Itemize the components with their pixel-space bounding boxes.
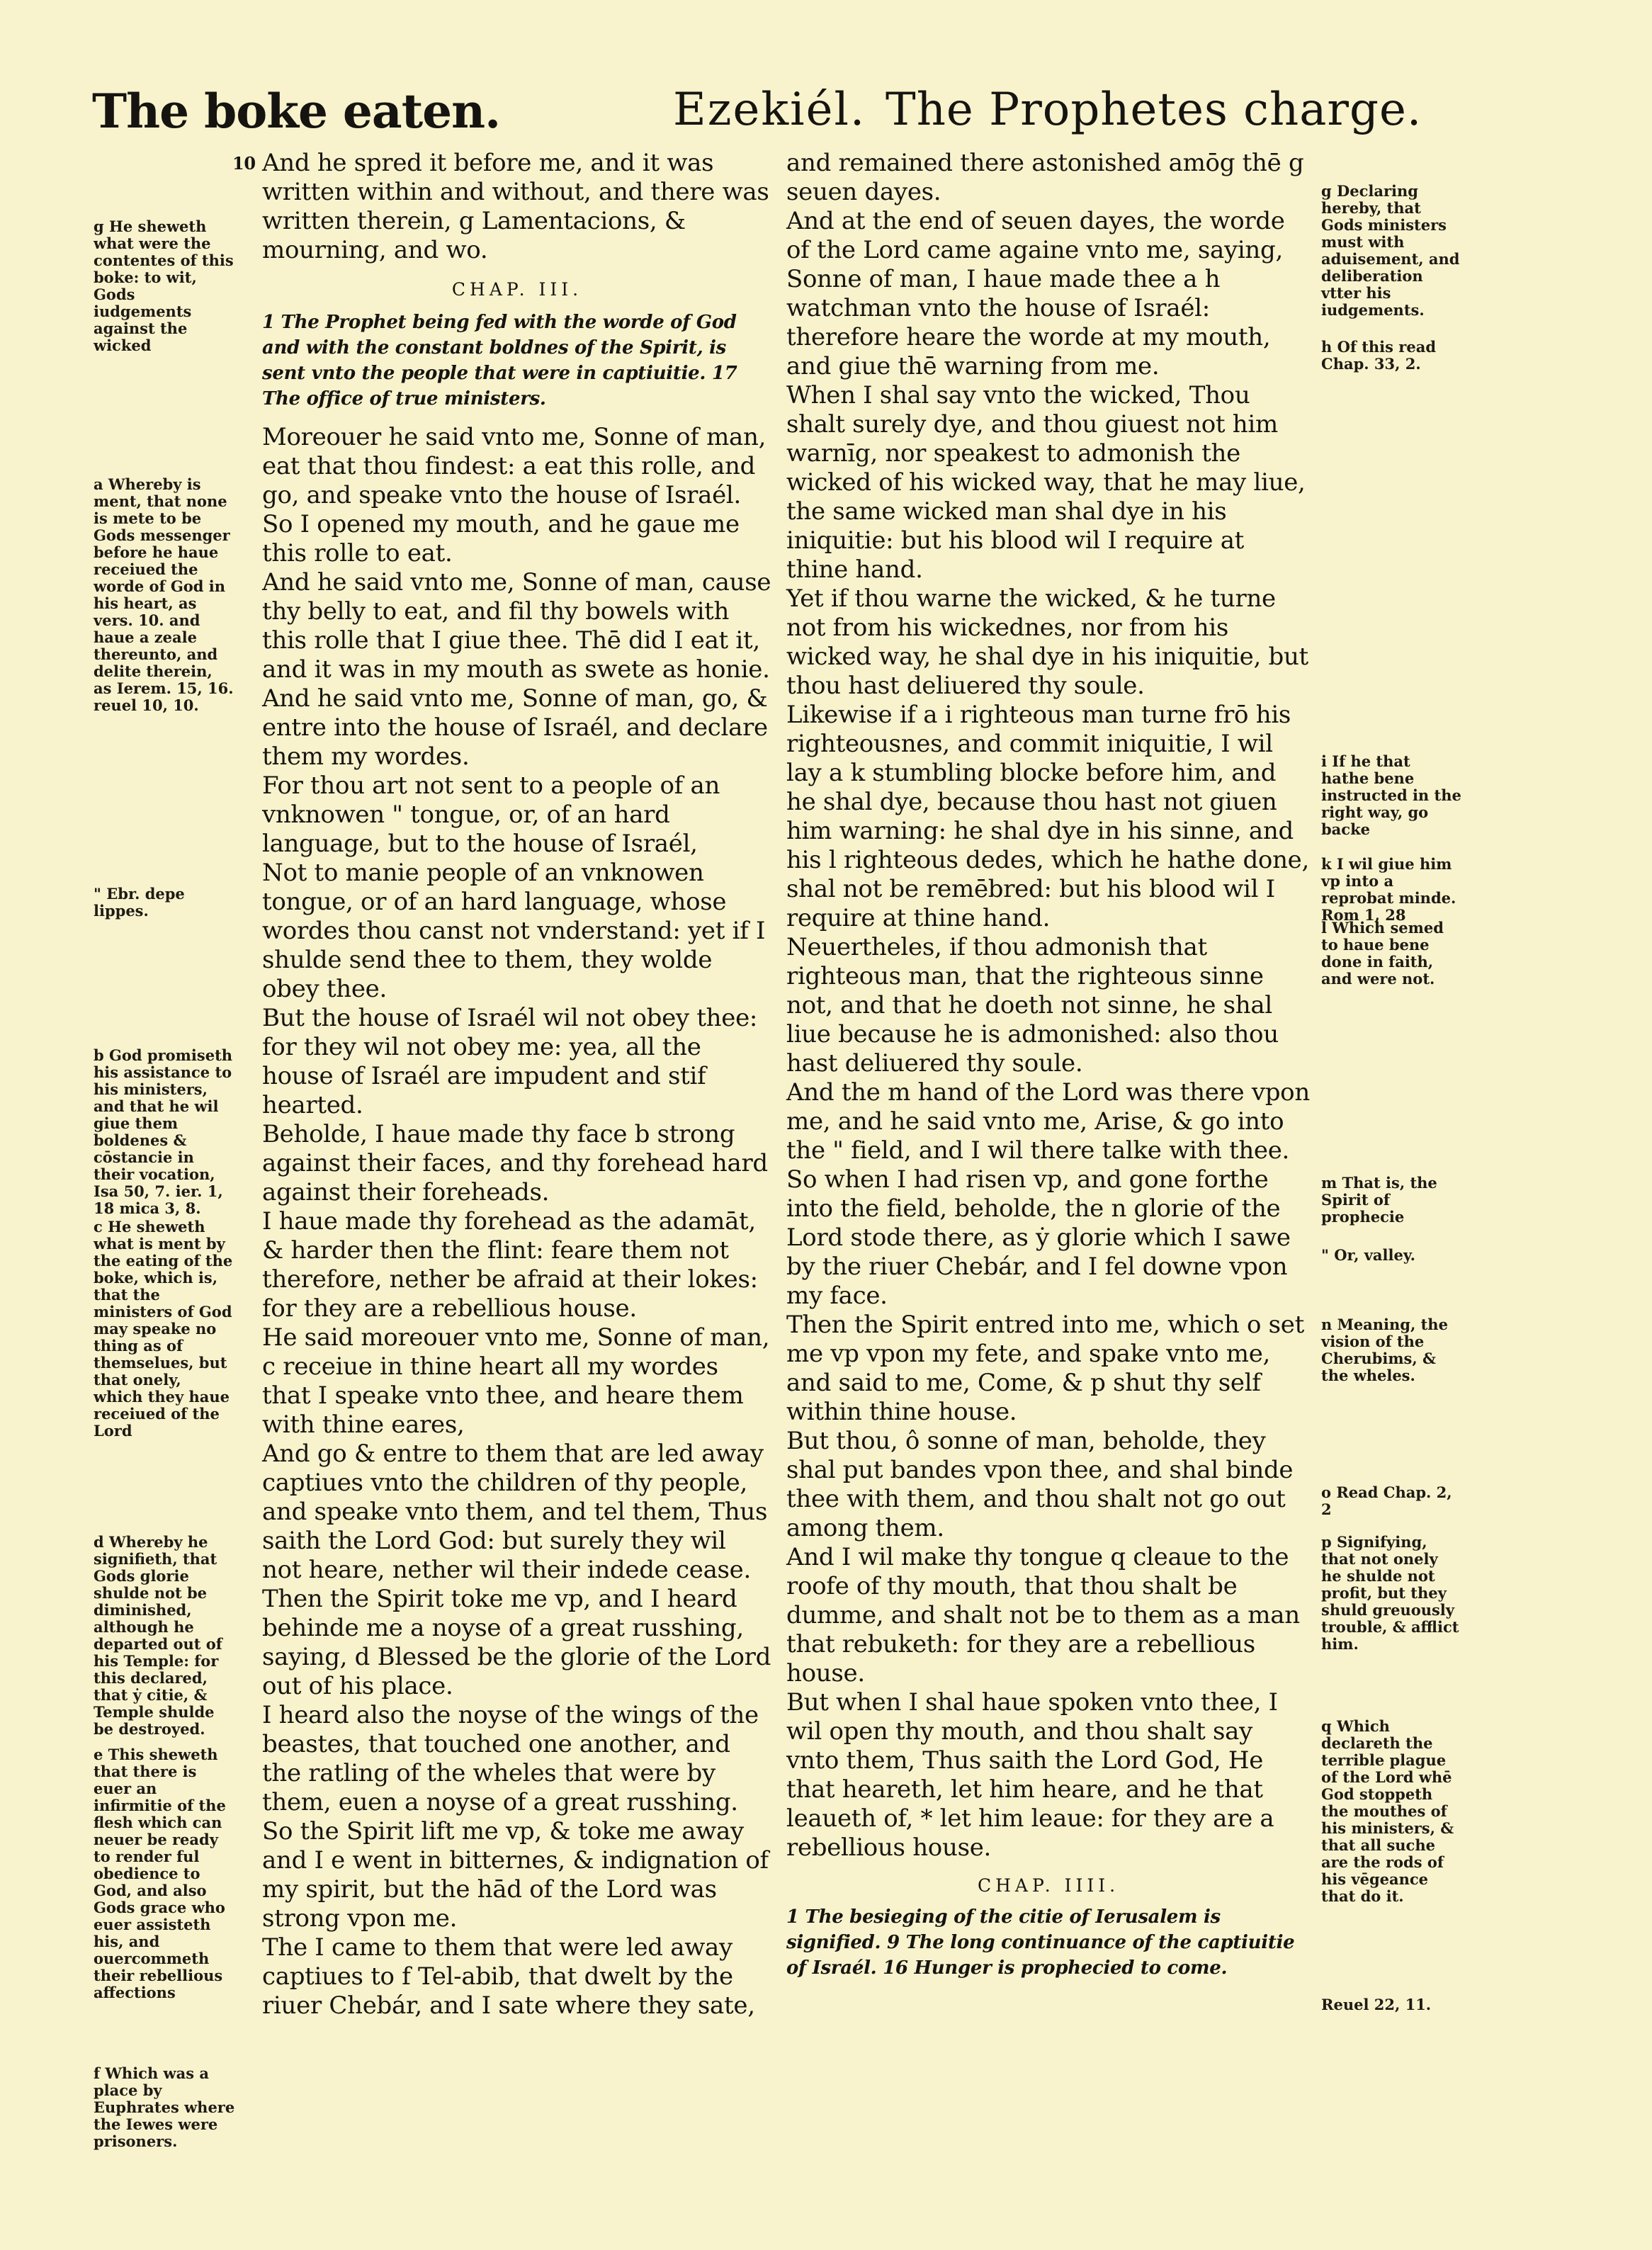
verse-text: So the Spirit lift me vp, & toke me away and I e went in bitternes, & indignation of my spirit, but the hād of the Lord was strong vpon me. — [262, 1817, 769, 1933]
chapter-argument-3: 1 The Prophet being fed with the worde of God and with the constant boldnes of the Spirit, is sent vnto the people that were in captiuitie. 17 The office of true ministers. — [262, 312, 737, 409]
verse-text: Likewise if a i righteous man turne frō his righteousnes, and commit iniquitie, I wil lay a k stumbling blocke before him, and he shal dye, because thou hast not giuen him warning: he shal dye in his sinne, and his l righteous dedes, which he hathe done, shal not be remēbred: but his blood wil I require at thine hand. — [786, 701, 1310, 932]
verse-17 — [786, 265, 1311, 381]
verse-5 — [262, 771, 772, 859]
verse-12 — [262, 1585, 772, 1701]
verse-text: And he said vnto me, Sonne of man, cause thy belly to eat, and fil thy bowels with this rolle that I giue thee. Thē did I eat it, and it was in my mouth as swete as honie. — [262, 568, 771, 684]
header-left-title: The boke eaten. — [92, 84, 501, 139]
verse-18 — [786, 381, 1311, 584]
margin-note-f-left: f Which was a place by Euphrates where the Iewes were prisoners. — [94, 2064, 235, 2150]
verse-6 — [262, 859, 772, 1004]
verse-text: And he spred it before me, and it was written within and without, and there was written therein, g Lamentacions, & mourning, and wo. — [262, 149, 769, 264]
right-column-text — [786, 149, 1311, 1981]
running-header — [92, 84, 1544, 147]
header-book-name: Ezekiél. — [673, 84, 866, 136]
verse-8 — [262, 1120, 772, 1207]
verse-text: But thou, ô sonne of man, beholde, they shal put bandes vpon thee, and shal binde thee with them, and thou shalt not go out among them. — [786, 1427, 1294, 1542]
verse-text: and remained there astonished amōg thē g seuen dayes. — [786, 149, 1304, 206]
margin-note-ebr-left: " Ebr. depe lippes. — [94, 885, 185, 920]
verse-21 — [786, 933, 1311, 1078]
left-column-text — [232, 149, 772, 2020]
verse-text: So when I had risen vp, and gone forthe into the field, beholde, the n glorie of the Lord stode there, as ẏ glorie which I sawe by the riuer Chebár, and I fel downe vpon my face. — [786, 1165, 1291, 1310]
verse-27 — [786, 1688, 1311, 1862]
margin-note-o-right: o Read Chap. 2, 2 — [1321, 1483, 1452, 1518]
verse-text: So I opened my mouth, and he gaue me this rolle to eat. — [262, 510, 740, 567]
margin-note-e-left: e This sheweth that there is euer an infirmitie of the flesh which can neuer be ready to render ful obedience to God, and also Gods grace who euer assisteth his, and ouercommeth their rebellious affections — [94, 1746, 226, 2001]
margin-note-b-left: b God promiseth his assistance to his ministers, and that he wil giue them boldenes & cōstancie in their vocation, Isa 50, 7. ier. 1, 18 mica 3, 8. — [94, 1046, 233, 1217]
verse-text: He said moreouer vnto me, Sonne of man, c receiue in thine heart all my wordes that I speake vnto thee, and heare them with thine eares, — [262, 1323, 770, 1439]
verse-4 — [262, 684, 772, 771]
verse-text: But when I shal haue spoken vnto thee, I wil open thy mouth, and thou shalt say vnto them, Thus saith the Lord God, He that heareth, let him heare, and he that leaueth of, * let him leaue: for they are a rebellious house. — [786, 1688, 1278, 1862]
margin-note-h-right: h Of this read Chap. 33, 2. — [1321, 338, 1437, 373]
verse-text: Yet if thou warne the wicked, & he turne not from his wickednes, nor from his wicked way, he shal dye in his iniquitie, but thou hast deliuered thy soule. — [786, 584, 1308, 700]
verse-text: And he said vnto me, Sonne of man, go, & entre into the house of Israél, and declare them my wordes. — [262, 684, 768, 771]
verse-10b — [262, 1323, 772, 1440]
verse-25 — [786, 1427, 1311, 1543]
margin-note-c-left: c He sheweth what is ment by the eating of the boke, which is, that the ministers of God may speake no thing as of themselues, but that onely, which they haue receiued of the Lord — [94, 1218, 233, 1440]
verse-10: 10 And he spred it before me, and it was written within and without, and there was written therein, g Lamentacions, & mourning, and wo. — [232, 149, 769, 264]
verse-19 — [786, 584, 1311, 701]
verse-text: I haue made thy forehead as the adamāt, & harder then the flint: feare them not therefore, nether be afraid at their lokes: for they are a rebellious house. — [262, 1207, 758, 1323]
margin-note-reuel-right: Reuel 22, 11. — [1321, 1996, 1432, 2013]
verse-text: Then the Spirit entred into me, which o set me vp vpon my fete, and spake vnto me, and said to me, Come, & p shut thy self within thine house. — [786, 1311, 1304, 1426]
verse-text: Moreouer he said vnto me, Sonne of man, eat that thou findest: a eat this rolle, and go, and speake vnto the house of Israél. — [262, 423, 766, 509]
chapter-heading-4: CHAP. IIII. — [977, 1875, 1120, 1896]
verse-text: And at the end of seuen dayes, the worde of the Lord came againe vnto me, saying, — [786, 207, 1285, 264]
margin-note-g-left: g He sheweth what were the contentes of this boke: to wit, Gods iudgements against the wicked — [94, 217, 234, 354]
verse-9 — [262, 1207, 772, 1323]
verse-24 — [786, 1311, 1311, 1427]
verse-2 — [262, 510, 772, 568]
margin-note-k-right: k I wil giue him vp into a reprobat minde. Rom 1, 28 — [1321, 855, 1456, 924]
verse-text: For thou art not sent to a people of an vnknowen " tongue, or, of an hard language, but to the house of Israél, — [262, 771, 720, 858]
verse-15 — [262, 1933, 772, 2020]
chapter-heading-3: CHAP. III. — [451, 279, 583, 300]
margin-note-m-right: m That is, the Spirit of prophecie — [1321, 1174, 1437, 1226]
verse-13 — [262, 1701, 772, 1817]
margin-note-l-right: l Which semed to haue bene done in faith, and were not. — [1321, 919, 1444, 988]
margin-note-or-right: " Or, valley. — [1321, 1246, 1415, 1264]
verse-16 — [786, 207, 1311, 265]
verse-20 — [786, 701, 1311, 933]
verse-text: And the m hand of the Lord was there vpon me, and he said vnto me, Arise, & go into the " field, and I wil there talke with thee. — [786, 1078, 1310, 1165]
verse-3 — [262, 568, 772, 684]
verse-text: And I wil make thy tongue q cleaue to the roofe of thy mouth, that thou shalt be dumme, and shalt not be to them as a man that rebuketh: for they are a rebellious house. — [786, 1543, 1300, 1688]
margin-note-i-right: i If he that hathe bene instructed in the right way, go backe — [1321, 752, 1461, 838]
margin-note-a-left: a Whereby is ment, that none is mete to be Gods messenger before he haue receiued the worde of God in his heart, as vers. 10. and haue a zeale thereunto, and delite therein, as Ierem. 15, 16. reuel 10, 10. — [94, 475, 234, 714]
verse-text: Beholde, I haue made thy face b strong against their faces, and thy forehead hard against their foreheads. — [262, 1120, 768, 1206]
verse-text: The I came to them that were led away captiues to f Tel-abib, that dwelt by the riuer Chebár, and I sate where they sate, — [262, 1933, 755, 2020]
header-right-title: The Prophetes charge. — [886, 84, 1422, 136]
verse-22 — [786, 1078, 1311, 1165]
verse-text: But the house of Israél wil not obey thee: for they wil not obey me: yea, all the house of Israél are impudent and stif hearted. — [262, 1004, 758, 1119]
margin-note-q-right: q Which declareth the terrible plague of the Lord whē God stoppeth the mouthes of his ministers, & that all suche are the rods of his vēgeance that do it. — [1321, 1717, 1454, 1905]
verse-15-cont — [786, 149, 1311, 207]
verse-26 — [786, 1543, 1311, 1688]
verse-text: And go & entre to them that are led away captiues vnto the children of thy people, and speake vnto them, and tel them, Thus saith the Lord God: but surely they wil not heare, nether wil their indede cease. — [262, 1440, 768, 1584]
verse-text: Neuertheles, if thou admonish that righteous man, that the righteous sinne not, and that he doeth not sinne, he shal liue because he is admonished: also thou hast deliuered thy soule. — [786, 933, 1279, 1078]
verse-text: Sonne of man, I haue made thee a h watchman vnto the house of Israél: therefore heare the worde at my mouth, and giue thē warning from me. — [786, 265, 1271, 380]
verse-text: Then the Spirit toke me vp, and I heard behinde me a noyse of a great russhing, saying, d Blessed be the glorie of the Lord out of his place. — [262, 1585, 771, 1700]
verse-14 — [262, 1817, 772, 1933]
margin-note-d-left: d Whereby he signifieth, that Gods glorie shulde not be diminished, although he departed out of his Temple: for this declared, that ẏ citie, & Temple shulde be destroyed. — [94, 1533, 222, 1738]
margin-note-p-right: p Signifying, that not onely he shulde not profit, but they shuld greuously trouble, & afflict him. — [1321, 1533, 1459, 1653]
verse-23 — [786, 1165, 1311, 1311]
margin-note-n-right: n Meaning, the vision of the Cherubims, & the wheles. — [1321, 1316, 1448, 1384]
verse-1 — [262, 423, 772, 510]
margin-note-g-right: g Declaring hereby, that Gods ministers must with aduisement, and deliberation vtter his iudgements. — [1321, 182, 1460, 319]
verse-text: I heard also the noyse of the wings of the beastes, that touched one another, and the ratling of the wheles that were by them, euen a noyse of a great russhing. — [262, 1701, 759, 1816]
verse-7 — [262, 1004, 772, 1120]
verse-text: When I shal say vnto the wicked, Thou shalt surely dye, and thou giuest not him warnīg, nor speakest to admonish the wicked of his wicked way, that he may liue, the same wicked man shal dye in his iniquitie: but his blood wil I require at thine hand. — [786, 381, 1306, 584]
verse-text: Not to manie people of an vnknowen tongue, or of an hard language, whose wordes thou canst not vnderstand: yet if I shulde send thee to them, they wolde obey thee. — [262, 859, 766, 1003]
chapter-argument-4: 1 The besieging of the citie of Ierusalem is signified. 9 The long continuance of the captiuitie of Israél. 16 Hunger is prophecied to come. — [786, 1906, 1295, 1979]
verse-11 — [262, 1440, 772, 1585]
